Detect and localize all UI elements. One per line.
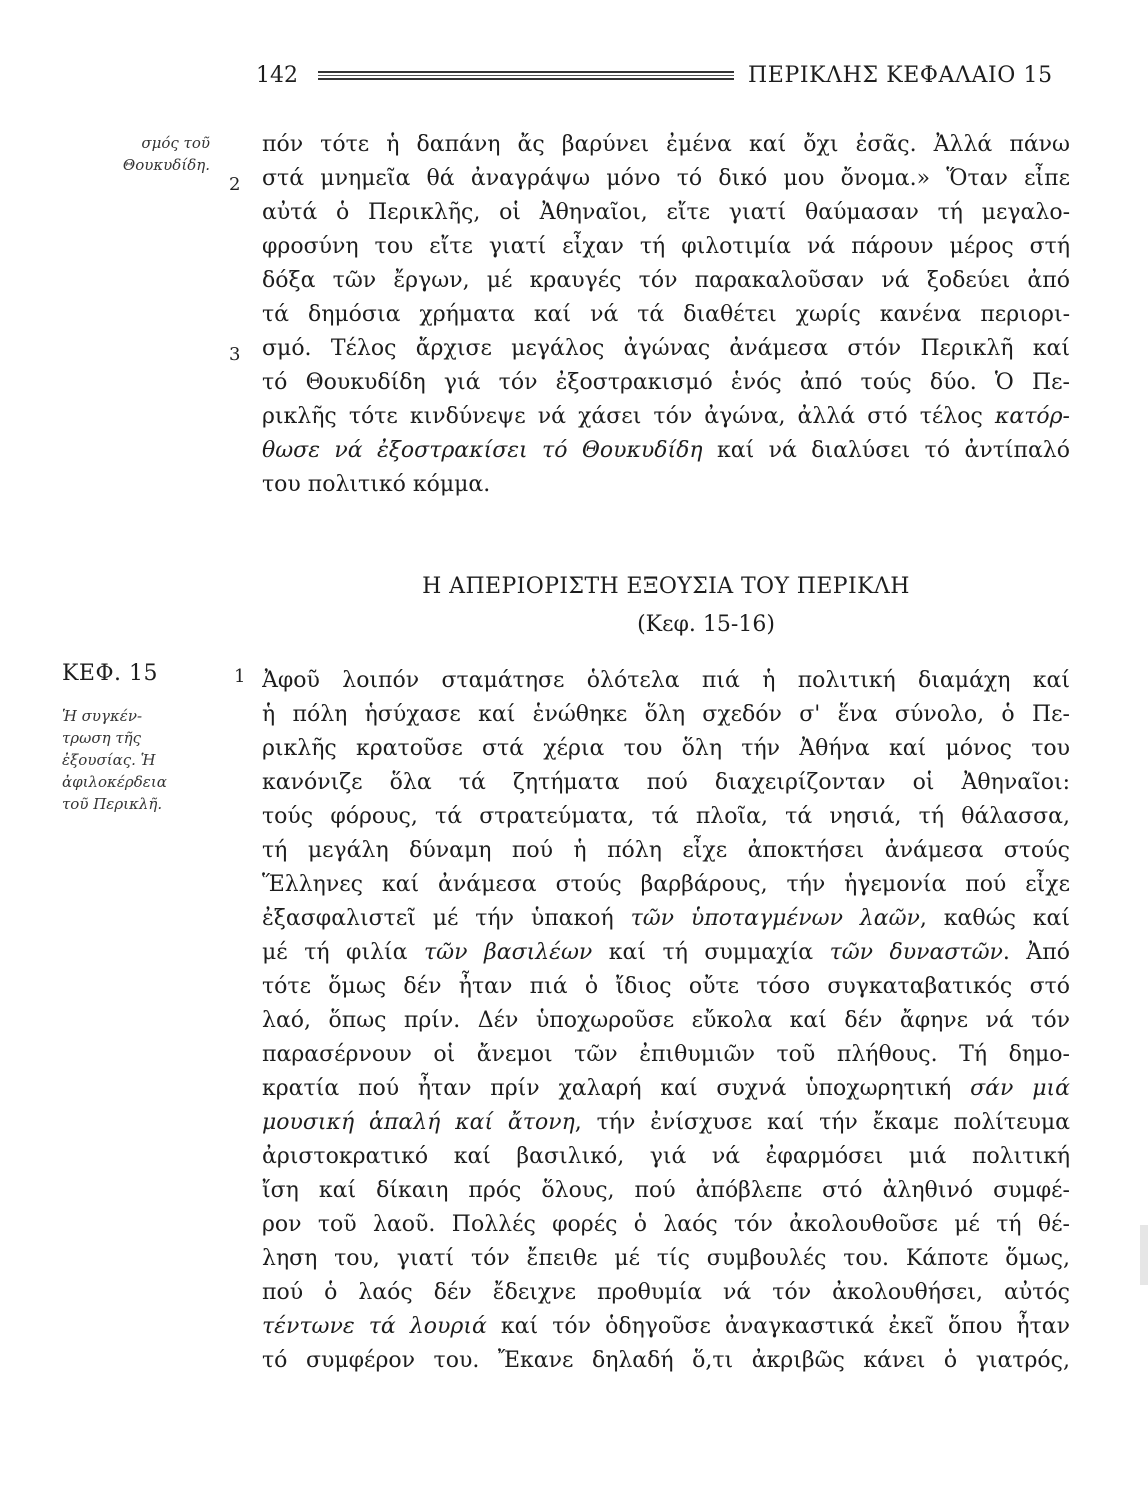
- text-line: πόν τότε ἡ δαπάνη ἄς βαρύνει ἐμένα καί ὄχι ἐσᾶς. Ἀλλά πάνω: [262, 132, 1070, 157]
- text-line: κρατία πού ἦταν πρίν χαλαρή καί συχνά ὑποχωρητική σάν μιά: [262, 1076, 1070, 1101]
- margin-note-line: Ἡ συγκέν-: [62, 707, 143, 725]
- section-reference: (Κεφ. 15-16): [637, 612, 775, 637]
- text-line: ρον τοῦ λαοῦ. Πολλές φορές ὁ λαός τόν ἀκολουθοῦσε μέ τή θέ-: [262, 1212, 1070, 1237]
- chapter-label: ΚΕΦ. 15: [62, 661, 159, 686]
- text-line: ἴση καί δίκαιη πρός ὅλους, πού ἀπόβλεπε στό ἀληθινό συμφέ-: [262, 1178, 1070, 1203]
- text-line: τό Θουκυδίδη γιά τόν ἐξοστρακισμό ἑνός ἀπό τούς δύο. Ὁ Πε-: [262, 370, 1070, 395]
- text-line: του πολιτικό κόμμα.: [262, 472, 491, 497]
- text-line: ἡ πόλη ἡσύχασε καί ἑνώθηκε ὅλη σχεδόν σ' ἕνα σύνολο, ὁ Πε-: [262, 702, 1070, 727]
- text-line: ληση του, γιατί τόν ἔπειθε μέ τίς συμβουλές του. Κάποτε ὅμως,: [262, 1246, 1070, 1271]
- text-line: ἐξασφαλιστεῖ μέ τήν ὑπακοή τῶν ὑποταγμένων λαῶν, καθώς καί: [262, 906, 1070, 931]
- text-line: ρικλῆς τότε κινδύνεψε νά χάσει τόν ἀγώνα, ἀλλά στό τέλος κατόρ-: [262, 404, 1070, 429]
- passage-continuation: [262, 128, 1070, 502]
- text-line: στά μνημεῖα θά ἀναγράψω μόνο τό δικό μου ὄνομα.» Ὅταν εἶπε: [262, 166, 1070, 191]
- text-line: ρικλῆς κρατοῦσε στά χέρια του ὅλη τήν Ἀθήνα καί μόνος του: [262, 736, 1070, 761]
- text-line: Ἕλληνες καί ἀνάμεσα στούς βαρβάρους, τήν ἡγεμονία πού εἶχε: [262, 872, 1070, 897]
- passage-chapter-15: [262, 664, 1070, 1378]
- text-line: τά δημόσια χρήματα καί νά τά διαθέτει χωρίς κανένα περιορι-: [262, 302, 1070, 327]
- page-number: 142: [256, 63, 298, 88]
- margin-note-line: τοῦ Περικλῆ.: [62, 795, 163, 813]
- section-number-2: 2: [229, 174, 241, 195]
- margin-note-chapter: [62, 705, 192, 815]
- text-line: τό συμφέρον του. Ἔκανε δηλαδή ὅ,τι ἀκριβῶς κάνει ὁ γιατρός,: [262, 1348, 1070, 1373]
- text-line: τότε ὅμως δέν ἦταν πιά ὁ ἴδιος οὔτε τόσο συγκαταβατικός στό: [262, 974, 1070, 999]
- running-title: ΠΕΡΙΚΛΗΣ ΚΕΦΑΛΑΙΟ 15: [748, 63, 1053, 88]
- margin-note-top: [120, 132, 210, 176]
- header-rule: [318, 71, 734, 80]
- margin-note-line: σμός τοῦ: [141, 134, 210, 152]
- margin-note-line: τρωση τῆς: [62, 729, 142, 747]
- text-line: θωσε νά ἐξοστρακίσει τό Θουκυδίδη καί νά διαλύσει τό ἀντίπαλό: [262, 438, 1070, 463]
- text-line: τούς φόρους, τά στρατεύματα, τά πλοῖα, τά νησιά, τή θάλασσα,: [262, 804, 1070, 829]
- text-line: δόξα τῶν ἔργων, μέ κραυγές τόν παρακαλοῦσαν νά ξοδεύει ἀπό: [262, 268, 1070, 293]
- section-title: Η ΑΠΕΡΙΟΡΙΣΤΗ ΕΞΟΥΣΙΑ ΤΟΥ ΠΕΡΙΚΛΗ: [422, 574, 910, 599]
- section-number-3: 3: [229, 344, 241, 365]
- text-line: ἀριστοκρατικό καί βασιλικό, γιά νά ἐφαρμόσει μιά πολιτική: [262, 1144, 1070, 1169]
- page-edge-shadow: [1140, 1225, 1148, 1285]
- text-line: σμό. Τέλος ἄρχισε μεγάλος ἀγώνας ἀνάμεσα στόν Περικλῆ καί: [262, 336, 1070, 361]
- margin-note-line: ἐξουσίας. Ἡ: [62, 751, 156, 769]
- text-line: φροσύνη του εἴτε γιατί εἶχαν τή φιλοτιμία νά πάρουν μέρος στή: [262, 234, 1070, 259]
- text-line: τέντωνε τά λουριά καί τόν ὁδηγοῦσε ἀναγκαστικά ἐκεῖ ὅπου ἦταν: [262, 1314, 1070, 1339]
- text-line: κανόνιζε ὅλα τά ζητήματα πού διαχειρίζονταν οἱ Ἀθηναῖοι:: [262, 770, 1070, 795]
- section-heading: [262, 570, 1070, 650]
- text-line: αὐτά ὁ Περικλῆς, οἱ Ἀθηναῖοι, εἴτε γιατί θαύμασαν τή μεγαλο-: [262, 200, 1070, 225]
- text-line: μέ τή φιλία τῶν βασιλέων καί τή συμμαχία τῶν δυναστῶν. Ἀπό: [262, 940, 1070, 965]
- text-line: τή μεγάλη δύναμη πού ἡ πόλη εἶχε ἀποκτήσει ἀνάμεσα στούς: [262, 838, 1070, 863]
- text-line: πού ὁ λαός δέν ἔδειχνε προθυμία νά τόν ἀκολουθήσει, αὐτός: [262, 1280, 1070, 1305]
- section-number-1: 1: [234, 666, 246, 687]
- text-line: μουσική ἁπαλή καί ἄτονη, τήν ἐνίσχυσε καί τήν ἔκαμε πολίτευμα: [262, 1110, 1070, 1135]
- text-line: παρασέρνουν οἱ ἄνεμοι τῶν ἐπιθυμιῶν τοῦ πλήθους. Τή δημο-: [262, 1042, 1070, 1067]
- text-line: λαό, ὅπως πρίν. Δέν ὑποχωροῦσε εὔκολα καί δέν ἄφηνε νά τόν: [262, 1008, 1070, 1033]
- margin-note-line: Θουκυδίδη.: [122, 156, 210, 174]
- text-line: Ἀφοῦ λοιπόν σταμάτησε ὁλότελα πιά ἡ πολιτική διαμάχη καί: [262, 668, 1070, 693]
- margin-note-line: ἀφιλοκέρδεια: [62, 773, 167, 791]
